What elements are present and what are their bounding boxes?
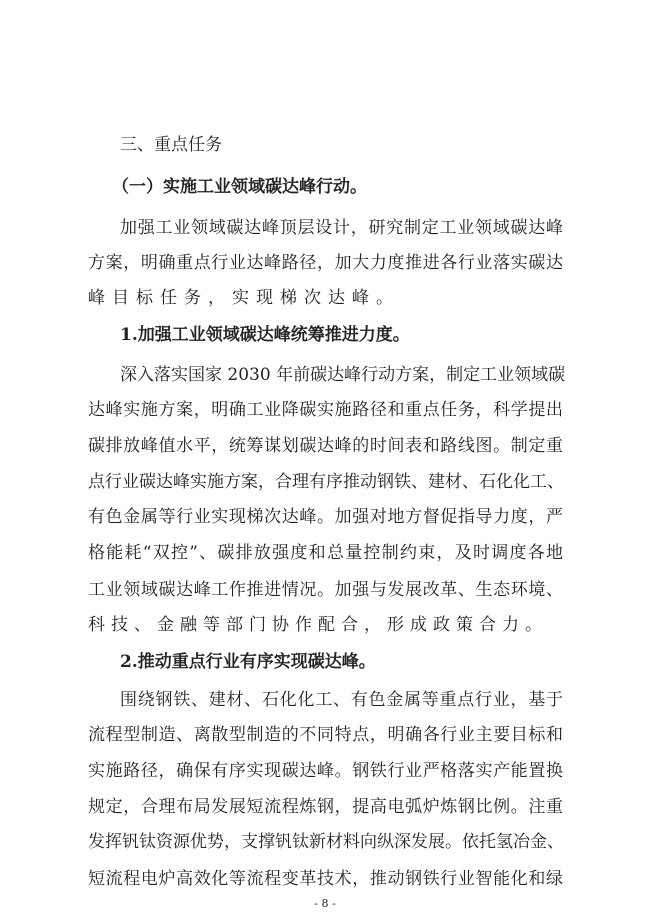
paragraph-line: 规定，合理布局发展短流程炼钢，提高电弧炉炼钢比例。注重 (88, 797, 563, 817)
section-heading: 三、重点任务 (120, 135, 222, 155)
paragraph-line: 实施路径，确保有序实现碳达峰。钢铁行业严格落实产能置换 (88, 761, 563, 781)
paragraph-line: 碳排放峰值水平，统筹谋划碳达峰的时间表和路线图。制定重 (88, 436, 563, 456)
paragraph-line: 流程型制造、离散型制造的不同特点，明确各行业主要目标和 (88, 725, 563, 745)
paragraph-line: 点行业碳达峰实施方案，合理有序推动钢铁、建材、石化化工、 (88, 472, 564, 492)
paragraph-line: 围绕钢铁、建材、石化化工、有色金属等重点行业，基于 (120, 690, 563, 710)
paragraph-line: 工业领域碳达峰工作推进情况。加强与发展改革、生态环境、 (88, 580, 563, 600)
paragraph-line: 达峰实施方案，明确工业降碳实施路径和重点任务，科学提出 (88, 400, 563, 420)
paragraph-line: 方案，明确重点行业达峰路径，加大力度推进各行业落实碳达 (88, 253, 563, 273)
paragraph-line: 有色金属等行业实现梯次达峰。加强对地方督促指导力度，严 (88, 507, 563, 527)
item-title: 2.推动重点行业有序实现碳达峰。 (120, 652, 376, 672)
item-title: 1.加强工业领域碳达峰统筹推进力度。 (120, 325, 410, 345)
paragraph-line: 科技、金融等部门协作配合，形成政策合力。 (88, 615, 548, 635)
paragraph-line: 深入落实国家 2030 年前碳达峰行动方案，制定工业领域碳 (120, 365, 566, 385)
paragraph-line: 发挥钒钛资源优势，支撑钒钛新材料向纵深发展。依托氢冶金、 (88, 832, 564, 852)
paragraph-line: 短流程电炉高效化等流程变革技术，推动钢铁行业智能化和绿 (88, 869, 563, 889)
subsection-title: （一）实施工业领域碳达峰行动。 (112, 177, 367, 197)
page-number: - 8 - (314, 897, 336, 910)
paragraph-line: 峰目标任务，实现梯次达峰。 (88, 288, 400, 308)
paragraph-line: 格能耗“双控”、碳排放强度和总量控制约束，及时调度各地 (88, 543, 563, 563)
paragraph-line: 加强工业领域碳达峰顶层设计，研究制定工业领域碳达峰 (120, 218, 563, 238)
